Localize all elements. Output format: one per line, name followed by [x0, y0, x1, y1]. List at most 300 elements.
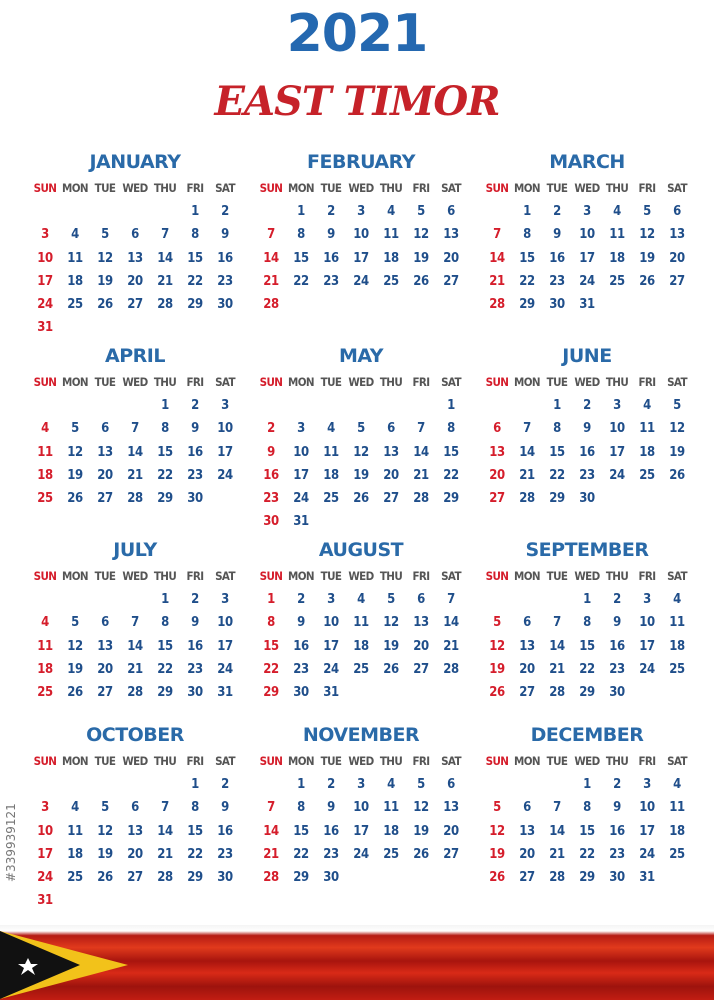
day-cell: 12 — [669, 421, 685, 437]
day-cell: 13 — [669, 227, 685, 243]
day-cell: 21 — [127, 467, 143, 483]
week-row — [482, 681, 692, 704]
day-cell — [120, 588, 150, 611]
day-cell — [482, 394, 512, 417]
day-cell: 10 — [217, 421, 233, 437]
day-cell: 4 — [673, 777, 681, 792]
weekday-label: SUN — [259, 569, 283, 583]
day-cell: 15 — [187, 250, 203, 266]
day-cell: 5 — [357, 421, 365, 437]
day-cell: 17 — [217, 444, 233, 460]
day-cell: 20 — [519, 661, 535, 677]
day-cell: 23 — [323, 273, 339, 289]
week-row — [256, 394, 466, 417]
day-cell: 14 — [127, 444, 143, 460]
weekday-label: TUE — [546, 375, 568, 389]
day-cell — [286, 293, 316, 316]
weekday-label: FRI — [412, 754, 430, 768]
day-cell — [120, 316, 150, 339]
day-cell: 28 — [549, 685, 565, 701]
day-cell: 6 — [493, 421, 501, 437]
day-cell: 4 — [41, 421, 49, 437]
day-cell: 31 — [217, 685, 233, 701]
day-cell: 21 — [549, 661, 565, 677]
weekday-label: WED — [348, 754, 374, 768]
day-cell: 11 — [669, 615, 685, 631]
day-cell: 30 — [549, 297, 565, 313]
weekday-label: THU — [379, 754, 403, 768]
day-cell: 17 — [323, 638, 339, 654]
day-cell: 2 — [221, 777, 229, 792]
day-cell: 3 — [643, 777, 651, 792]
day-cell: 20 — [127, 846, 143, 862]
day-cell: 15 — [579, 638, 595, 654]
day-cell: 5 — [673, 398, 681, 413]
weekday-label: WED — [122, 754, 148, 768]
day-cell: 12 — [97, 250, 113, 266]
day-cell: 28 — [519, 491, 535, 507]
week-row — [30, 658, 240, 681]
day-cell: 22 — [187, 273, 203, 289]
weekday-label: THU — [153, 754, 177, 768]
weekday-label: WED — [122, 569, 148, 583]
day-cell: 3 — [41, 227, 49, 243]
day-cell — [542, 588, 572, 611]
day-cell: 15 — [293, 823, 309, 839]
week-row — [30, 417, 240, 440]
day-cell: 4 — [643, 398, 651, 413]
day-cell: 14 — [157, 823, 173, 839]
day-cell: 10 — [353, 227, 369, 243]
day-cell: 13 — [97, 444, 113, 460]
weekday-label: SAT — [215, 181, 235, 195]
weekday-label: SAT — [215, 754, 235, 768]
weekday-label: MON — [288, 569, 314, 583]
weekday-label: THU — [605, 569, 629, 583]
day-cell — [376, 394, 406, 417]
day-cell: 3 — [41, 800, 49, 816]
week-row — [256, 635, 466, 658]
week-row — [30, 588, 240, 611]
day-cell: 9 — [327, 227, 335, 243]
weekday-label: THU — [379, 375, 403, 389]
day-cell — [150, 889, 180, 912]
day-cell: 10 — [579, 227, 595, 243]
weekday-label: THU — [153, 569, 177, 583]
day-cell: 7 — [553, 800, 561, 816]
month-title: NOVEMBER — [302, 724, 420, 746]
day-cell — [150, 316, 180, 339]
day-cell: 17 — [353, 823, 369, 839]
weekday-label: THU — [153, 181, 177, 195]
day-cell: 13 — [413, 615, 429, 631]
day-cell: 8 — [191, 800, 199, 816]
day-cell: 21 — [549, 846, 565, 862]
day-cell: 14 — [127, 638, 143, 654]
day-cell — [436, 510, 466, 533]
day-cell: 29 — [187, 870, 203, 886]
day-cell: 20 — [443, 250, 459, 266]
day-cell: 16 — [217, 823, 233, 839]
day-cell — [60, 316, 90, 339]
day-cell: 24 — [293, 491, 309, 507]
weekday-label: SUN — [33, 181, 57, 195]
day-cell: 6 — [387, 421, 395, 437]
weekday-header — [256, 564, 466, 588]
day-cell: 17 — [353, 250, 369, 266]
day-cell: 14 — [413, 444, 429, 460]
day-cell — [406, 681, 436, 704]
day-cell: 7 — [267, 800, 275, 816]
day-cell: 11 — [323, 444, 339, 460]
day-cell — [512, 773, 542, 796]
weekday-label: SUN — [259, 181, 283, 195]
weekday-header — [30, 564, 240, 588]
day-cell: 10 — [353, 800, 369, 816]
week-row — [30, 223, 240, 246]
day-cell: 1 — [583, 592, 591, 607]
day-cell: 12 — [67, 444, 83, 460]
day-cell: 7 — [493, 227, 501, 243]
weekday-label: THU — [153, 375, 177, 389]
day-cell: 7 — [161, 800, 169, 816]
weekday-label: THU — [379, 569, 403, 583]
day-cell: 13 — [383, 444, 399, 460]
month-title: JUNE — [562, 345, 612, 367]
weekday-label: TUE — [320, 375, 342, 389]
day-cell: 5 — [417, 777, 425, 792]
day-cell — [632, 487, 662, 510]
week-row — [482, 417, 692, 440]
week-row — [30, 441, 240, 464]
weekday-label: FRI — [186, 569, 204, 583]
day-cell: 11 — [37, 638, 53, 654]
day-cell: 2 — [327, 777, 335, 792]
day-cell — [90, 394, 120, 417]
day-cell: 19 — [413, 823, 429, 839]
day-cell — [150, 200, 180, 223]
day-cell: 2 — [267, 421, 275, 437]
day-cell: 9 — [327, 800, 335, 816]
day-cell: 23 — [187, 661, 203, 677]
day-cell: 5 — [101, 800, 109, 816]
day-cell: 12 — [67, 638, 83, 654]
day-cell: 28 — [413, 491, 429, 507]
day-cell: 23 — [609, 846, 625, 862]
day-cell — [30, 588, 60, 611]
week-row — [482, 270, 692, 293]
day-cell: 9 — [191, 421, 199, 437]
day-cell: 22 — [443, 467, 459, 483]
day-cell: 13 — [443, 227, 459, 243]
day-cell — [632, 293, 662, 316]
week-row — [30, 200, 240, 223]
day-cell: 6 — [523, 615, 531, 631]
day-cell: 4 — [41, 615, 49, 631]
day-cell: 7 — [523, 421, 531, 437]
day-cell: 31 — [639, 870, 655, 886]
day-cell: 26 — [669, 467, 685, 483]
weekday-label: SUN — [485, 181, 509, 195]
day-cell: 3 — [221, 592, 229, 607]
east-timor-flag-banner — [0, 925, 714, 1000]
day-cell: 4 — [327, 421, 335, 437]
week-row — [256, 293, 466, 316]
month-title: JULY — [113, 539, 157, 561]
week-row — [482, 796, 692, 819]
weekday-label: FRI — [186, 181, 204, 195]
day-cell: 20 — [519, 846, 535, 862]
weekday-label: MON — [514, 375, 540, 389]
day-cell: 21 — [263, 273, 279, 289]
week-row — [30, 316, 240, 339]
day-cell: 19 — [413, 250, 429, 266]
day-cell: 1 — [191, 204, 199, 219]
weekday-label: MON — [62, 375, 88, 389]
weekday-label: WED — [574, 181, 600, 195]
day-cell: 19 — [97, 846, 113, 862]
day-cell: 15 — [157, 638, 173, 654]
day-cell: 8 — [297, 227, 305, 243]
weekday-label: TUE — [94, 181, 116, 195]
weekday-label: SAT — [215, 375, 235, 389]
day-cell: 7 — [131, 615, 139, 631]
day-cell: 1 — [297, 777, 305, 792]
month-july — [30, 536, 240, 704]
day-cell: 12 — [489, 638, 505, 654]
weekday-label: WED — [348, 569, 374, 583]
day-cell: 16 — [579, 444, 595, 460]
day-cell: 8 — [297, 800, 305, 816]
day-cell: 29 — [579, 870, 595, 886]
day-cell: 22 — [293, 846, 309, 862]
weekday-label: TUE — [320, 569, 342, 583]
week-row — [482, 635, 692, 658]
weekday-label: MON — [288, 375, 314, 389]
day-cell: 20 — [383, 467, 399, 483]
day-cell — [90, 200, 120, 223]
day-cell: 28 — [127, 491, 143, 507]
day-cell — [662, 293, 692, 316]
week-row — [482, 464, 692, 487]
weekday-header — [30, 176, 240, 200]
day-cell: 31 — [37, 320, 53, 336]
week-row — [482, 866, 692, 889]
day-cell: 11 — [37, 444, 53, 460]
day-cell: 28 — [157, 297, 173, 313]
day-cell: 16 — [609, 638, 625, 654]
weekday-label: THU — [605, 181, 629, 195]
weekday-label: SUN — [259, 754, 283, 768]
month-title: MARCH — [549, 151, 625, 173]
day-cell: 27 — [127, 870, 143, 886]
day-cell: 6 — [417, 592, 425, 607]
day-cell: 19 — [489, 661, 505, 677]
day-cell: 13 — [127, 823, 143, 839]
day-cell: 8 — [447, 421, 455, 437]
week-row — [256, 866, 466, 889]
day-cell: 15 — [519, 250, 535, 266]
week-row — [30, 487, 240, 510]
day-cell: 4 — [71, 227, 79, 243]
day-cell: 20 — [669, 250, 685, 266]
day-cell — [482, 588, 512, 611]
week-row — [256, 270, 466, 293]
day-cell: 30 — [293, 685, 309, 701]
day-cell: 30 — [609, 870, 625, 886]
day-cell: 24 — [37, 870, 53, 886]
day-cell: 18 — [67, 273, 83, 289]
week-row — [30, 611, 240, 634]
day-cell: 24 — [639, 846, 655, 862]
weekday-label: SUN — [33, 754, 57, 768]
day-cell — [632, 681, 662, 704]
day-cell — [316, 293, 346, 316]
weekday-label: SUN — [33, 569, 57, 583]
week-row — [482, 773, 692, 796]
day-cell: 27 — [519, 685, 535, 701]
day-cell: 22 — [579, 661, 595, 677]
day-cell: 15 — [443, 444, 459, 460]
day-cell: 7 — [161, 227, 169, 243]
day-cell — [436, 293, 466, 316]
day-cell: 17 — [579, 250, 595, 266]
day-cell: 21 — [489, 273, 505, 289]
weekday-header — [30, 370, 240, 394]
week-row — [256, 247, 466, 270]
weekday-label: SAT — [667, 569, 687, 583]
day-cell: 29 — [157, 491, 173, 507]
day-cell: 9 — [553, 227, 561, 243]
weekday-label: WED — [574, 569, 600, 583]
day-cell: 30 — [217, 297, 233, 313]
day-cell: 12 — [97, 823, 113, 839]
day-cell: 2 — [613, 592, 621, 607]
day-cell: 1 — [583, 777, 591, 792]
day-cell: 9 — [191, 615, 199, 631]
weekday-label: MON — [62, 181, 88, 195]
day-cell: 29 — [293, 870, 309, 886]
weekday-label: TUE — [546, 181, 568, 195]
day-cell: 30 — [217, 870, 233, 886]
day-cell: 28 — [157, 870, 173, 886]
month-september — [482, 536, 692, 704]
day-cell: 27 — [97, 685, 113, 701]
week-row — [256, 441, 466, 464]
week-row — [482, 293, 692, 316]
day-cell: 21 — [157, 273, 173, 289]
day-cell: 17 — [293, 467, 309, 483]
day-cell: 9 — [613, 615, 621, 631]
day-cell: 24 — [323, 661, 339, 677]
day-cell: 25 — [67, 297, 83, 313]
day-cell — [30, 773, 60, 796]
day-cell: 24 — [579, 273, 595, 289]
weekday-label: WED — [348, 375, 374, 389]
weekday-header — [482, 176, 692, 200]
day-cell: 19 — [353, 467, 369, 483]
day-cell: 1 — [523, 204, 531, 219]
day-cell — [60, 394, 90, 417]
day-cell — [210, 889, 240, 912]
day-cell: 29 — [187, 297, 203, 313]
week-row — [256, 843, 466, 866]
day-cell — [376, 681, 406, 704]
day-cell — [346, 510, 376, 533]
month-august — [256, 536, 466, 704]
weekday-label: SAT — [667, 181, 687, 195]
day-cell: 1 — [191, 777, 199, 792]
week-row — [256, 223, 466, 246]
weekday-label: SUN — [33, 375, 57, 389]
day-cell: 16 — [323, 823, 339, 839]
day-cell: 30 — [323, 870, 339, 886]
day-cell: 12 — [639, 227, 655, 243]
day-cell: 25 — [37, 491, 53, 507]
day-cell: 3 — [643, 592, 651, 607]
day-cell: 8 — [523, 227, 531, 243]
week-row — [256, 487, 466, 510]
day-cell — [256, 773, 286, 796]
day-cell: 6 — [131, 800, 139, 816]
day-cell: 4 — [673, 592, 681, 607]
day-cell: 11 — [353, 615, 369, 631]
week-row — [482, 394, 692, 417]
day-cell: 18 — [383, 250, 399, 266]
day-cell: 24 — [217, 467, 233, 483]
day-cell: 18 — [323, 467, 339, 483]
day-cell: 3 — [357, 204, 365, 219]
day-cell: 16 — [609, 823, 625, 839]
day-cell: 21 — [127, 661, 143, 677]
week-row — [256, 510, 466, 533]
day-cell: 16 — [293, 638, 309, 654]
day-cell: 6 — [447, 777, 455, 792]
day-cell: 23 — [293, 661, 309, 677]
day-cell: 28 — [489, 297, 505, 313]
day-cell: 9 — [267, 444, 275, 460]
day-cell: 21 — [443, 638, 459, 654]
day-cell: 4 — [613, 204, 621, 219]
day-cell — [482, 773, 512, 796]
week-row — [30, 247, 240, 270]
day-cell: 9 — [297, 615, 305, 631]
day-cell: 31 — [579, 297, 595, 313]
day-cell — [90, 889, 120, 912]
day-cell: 21 — [413, 467, 429, 483]
week-row — [482, 200, 692, 223]
day-cell: 25 — [353, 661, 369, 677]
day-cell: 9 — [221, 800, 229, 816]
day-cell: 6 — [447, 204, 455, 219]
day-cell — [90, 773, 120, 796]
weekday-label: FRI — [186, 754, 204, 768]
day-cell: 20 — [97, 467, 113, 483]
day-cell — [436, 866, 466, 889]
weekday-label: TUE — [546, 754, 568, 768]
day-cell — [512, 588, 542, 611]
day-cell: 20 — [443, 823, 459, 839]
week-row — [30, 889, 240, 912]
weekday-label: SAT — [667, 375, 687, 389]
day-cell: 27 — [519, 870, 535, 886]
weekday-label: FRI — [412, 375, 430, 389]
weekday-label: FRI — [638, 375, 656, 389]
day-cell: 5 — [417, 204, 425, 219]
week-row — [30, 843, 240, 866]
day-cell — [406, 293, 436, 316]
weekday-label: FRI — [638, 569, 656, 583]
